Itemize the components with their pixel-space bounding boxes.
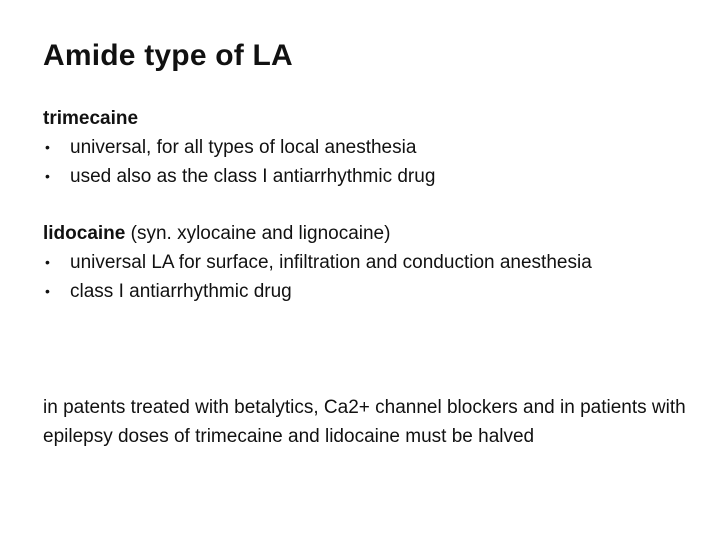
bullet-icon: • [45,168,50,184]
list-item [43,133,693,162]
drug-name: lidocaine [43,223,126,244]
bullet-text: class I antiarrhythmic drug [70,281,292,302]
drug-synonyms: (syn. xylocaine and lignocaine) [125,223,391,244]
bullet-text: used also as the class I antiarrhythmic drug [70,166,436,187]
list-item [43,248,693,277]
bullet-text: universal, for all types of local anesthesia [70,137,417,158]
section-heading [43,104,693,133]
slide-title: Amide type of LA [43,39,293,72]
bullet-icon: • [45,139,50,155]
bullet-icon: • [45,283,50,299]
section-dosage-note [43,393,693,451]
dosage-note: in patents treated with betalytics, Ca2+ channel blockers and in patients with epilepsy doses of trimecaine and lidocaine must be halved [43,397,686,447]
bullet-list [43,133,693,191]
bullet-list [43,248,693,306]
list-item [43,277,693,306]
section-heading [43,219,693,248]
drug-name: trimecaine [43,108,139,129]
bullet-text: universal LA for surface, infiltration and conduction anesthesia [70,252,592,273]
bullet-icon: • [45,254,50,270]
section-lidocaine [43,219,693,306]
list-item [43,162,693,191]
section-trimecaine [43,104,693,191]
